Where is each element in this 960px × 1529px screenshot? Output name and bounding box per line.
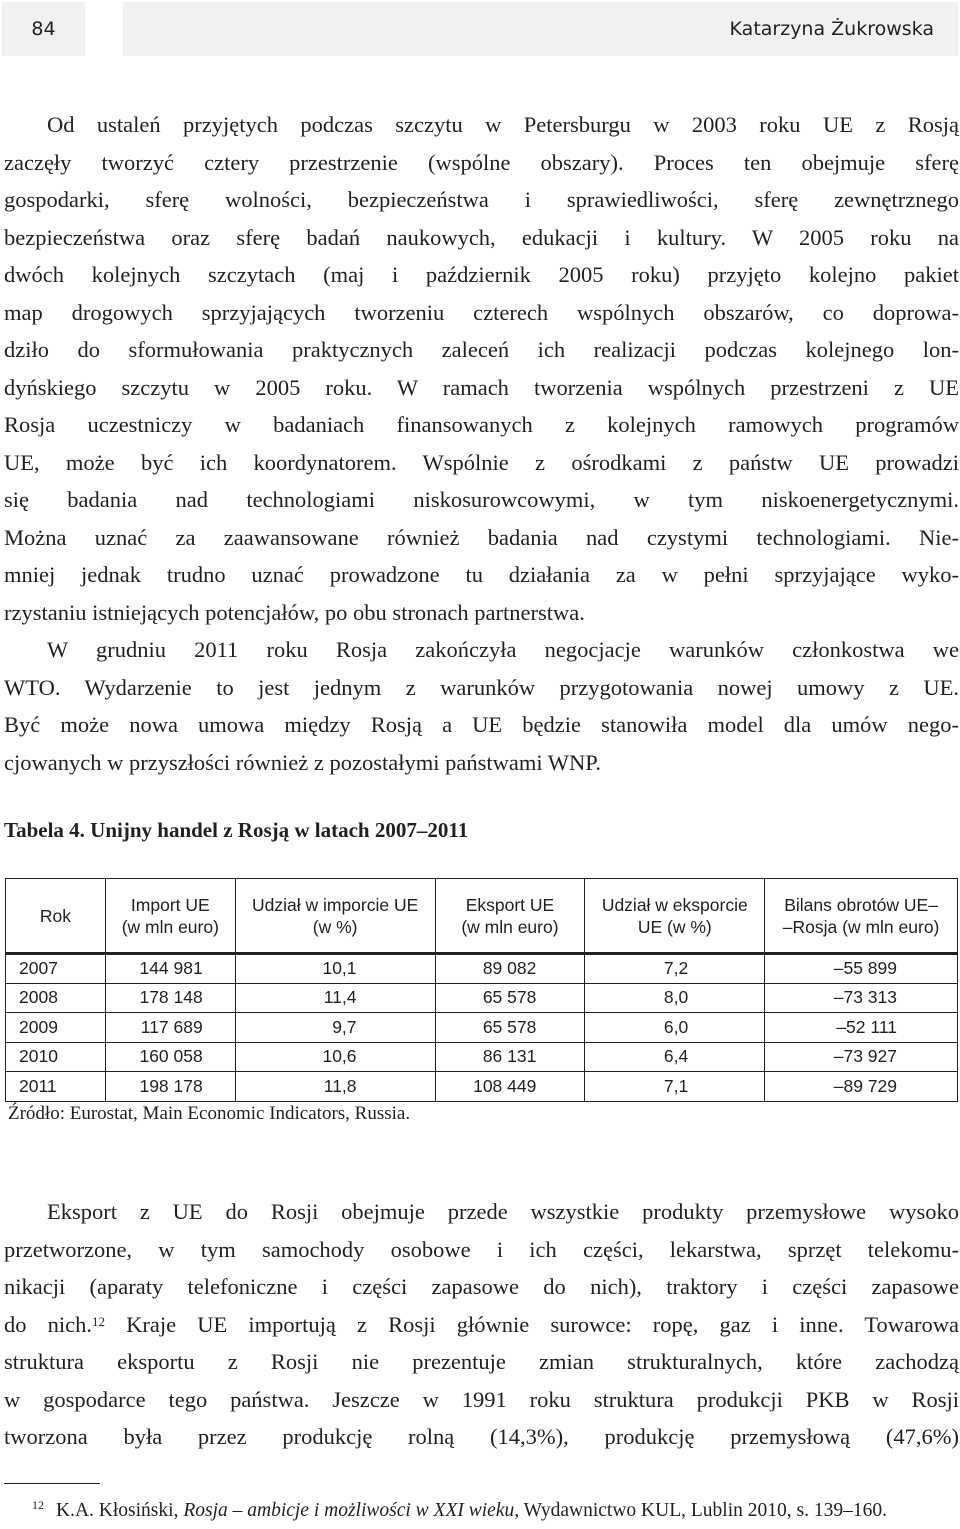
cell-import: 117 689 [105, 1013, 235, 1043]
cell-import: 198 178 [105, 1072, 235, 1102]
cell-export-share: 8,0 [585, 983, 765, 1013]
text-line: Od ustaleń przyjętych podczas szczytu w Petersburgu w 2003 roku UE z Rosją [47, 112, 959, 137]
table-header-row [6, 879, 958, 954]
cell-balance: –52 111 [765, 1013, 958, 1043]
cell-export: 65 578 [435, 983, 585, 1013]
footnote-reference[interactable]: 12 [92, 1313, 106, 1329]
table-caption: Tabela 4. Unijny handel z Rosją w latach 2007–2011 [4, 818, 469, 842]
table-row [6, 983, 958, 1013]
table-row [6, 954, 958, 984]
cell-import-share: 9,7 [235, 1013, 435, 1043]
text-line: Eksport z UE do Rosji obejmuje przede wszystkie produkty przemysłowe wysoko [47, 1199, 959, 1224]
table-row [6, 1042, 958, 1072]
running-head-author: Katarzyna Żukrowska [123, 2, 958, 56]
cell-export: 89 082 [435, 954, 585, 984]
footnote-number: 12 [32, 1498, 44, 1512]
cell-export-share: 7,1 [585, 1072, 765, 1102]
cell-export: 86 131 [435, 1042, 585, 1072]
cell-export: 65 578 [435, 1013, 585, 1043]
text-line: struktura eksportu z Rosji nie prezentuje zmian strukturalnych, które zachodzą [4, 1349, 959, 1374]
cell-export-share: 6,0 [585, 1013, 765, 1043]
cell-export: 108 449 [435, 1072, 585, 1102]
text-line: UE, może być ich koordynatorem. Wspólnie z ośrodkami z państw UE prowadzi [4, 449, 959, 475]
paragraph-2 [4, 631, 959, 781]
header-balance: Bilans obrotów UE– –Rosja (w mln euro) [765, 879, 958, 954]
text-line: WTO. Wydarzenie to jest jednym z warunków przygotowania nowej umowy z UE. [4, 674, 959, 700]
footnote: $^{12}$ K.A. Kłosiński, Rosja – ambicje i możliwości w XXI wieku, Wydawnictwo KUL, Lublin 2010, s. 139–160. [32, 1498, 887, 1521]
header-year: Rok [6, 879, 106, 954]
text-line: dyńskiego szczytu w 2005 roku. W ramach tworzenia wspólnych przestrzeni z UE [4, 374, 959, 400]
text-line: Być może nowa umowa między Rosją a UE będzie stanowiła model dla umów nego- [4, 712, 959, 737]
text-line: w gospodarce tego państwa. Jeszcze w 1991 roku struktura produkcji PKB w Rosji [4, 1386, 959, 1412]
cell-import: 178 148 [105, 983, 235, 1013]
header-import: Import UE (w mln euro) [105, 879, 235, 954]
text-line: zaczęły tworzyć cztery przestrzenie (wspólne obszary). Proces ten obejmuje sferę [4, 149, 959, 175]
text-line: Rosja uczestniczy w badaniach finansowanych z kolejnych ramowych programów [4, 412, 959, 437]
cell-import-share: 10,1 [235, 954, 435, 984]
cell-export-share: 6,4 [585, 1042, 765, 1072]
cell-import-share: 10,6 [235, 1042, 435, 1072]
text-line: tworzona była przez produkcję rolną (14,3%), produkcję przemysłową (47,6%) [4, 1424, 959, 1449]
cell-year: 2010 [6, 1042, 106, 1072]
text-line: dwóch kolejnych szczytach (maj i październik 2005 roku) przyjęto kolejno pakiet [4, 262, 959, 287]
text-line: do nich.$^{12}$ Kraje UE importują z Rosji głównie surowce: ropę, gaz i inne. Towarowa [4, 1311, 960, 1337]
cell-import-share: 11,4 [235, 983, 435, 1013]
cell-import-share: 11,8 [235, 1072, 435, 1102]
text-line: mniej jednak trudno uznać prowadzone tu działania za w pełni sprzyjające wyko- [4, 562, 959, 587]
cell-import: 144 981 [105, 954, 235, 984]
text-line: Można uznać za zaawansowane również badania nad czystymi technologiami. Nie- [4, 524, 959, 550]
text-line: się badania nad technologiami niskosurowcowymi, w tym niskoenergetycznymi. [4, 487, 959, 512]
header-export-share: Udział w eksporcie UE (w %) [585, 879, 765, 954]
trade-table [5, 878, 958, 1102]
cell-import: 160 058 [105, 1042, 235, 1072]
text-line: map drogowych sprzyjających tworzeniu czterech wspólnych obszarów, co doprowa- [4, 299, 959, 325]
cell-balance: –73 313 [765, 983, 958, 1013]
cell-year: 2009 [6, 1013, 106, 1043]
cell-balance: –55 899 [765, 954, 958, 984]
cell-year: 2007 [6, 954, 106, 984]
text-line: przetworzone, w tym samochody osobowe i ich części, lekarstwa, sprzęt telekomu- [4, 1236, 959, 1262]
cell-year: 2008 [6, 983, 106, 1013]
cell-export-share: 7,2 [585, 954, 765, 984]
header-import-share: Udział w imporcie UE (w %) [235, 879, 435, 954]
cell-balance: –89 729 [765, 1072, 958, 1102]
table-source: Źródło: Eurostat, Main Economic Indicators, Russia. [8, 1103, 411, 1124]
paragraph-3 [4, 1193, 959, 1456]
text-line: W grudniu 2011 roku Rosja zakończyła negocjacje warunków członkostwa we [47, 637, 959, 662]
cell-year: 2011 [6, 1072, 106, 1102]
header-export: Eksport UE (w mln euro) [435, 879, 585, 954]
table-row [6, 1072, 958, 1102]
footnote-divider [4, 1483, 100, 1484]
table-row [6, 1013, 958, 1043]
text-line: bezpieczeństwa oraz sferę badań naukowych, edukacji i kultury. W 2005 roku na [4, 224, 959, 250]
text-line: rzystaniu istniejących potencjałów, po obu stronach partnerstwa. [4, 599, 585, 625]
page-number: 84 [2, 2, 85, 56]
text-line: nikacji (aparaty telefoniczne i części zapasowe do nich), traktory i części zapasowe [4, 1274, 959, 1299]
footnote-title: Rosja – ambicje i możliwości w XXI wieku [183, 1500, 515, 1521]
text-line: cjowanych w przyszłości również z pozostałymi państwami WNP. [4, 749, 601, 775]
text-line: dziło do sformułowania praktycznych zaleceń ich realizacji podczas kolejnego lon- [4, 337, 959, 362]
text-line: gospodarki, sferę wolności, bezpieczeństwa i sprawiedliwości, sferę zewnętrznego [4, 187, 959, 212]
paragraph-1 [4, 106, 959, 631]
cell-balance: –73 927 [765, 1042, 958, 1072]
